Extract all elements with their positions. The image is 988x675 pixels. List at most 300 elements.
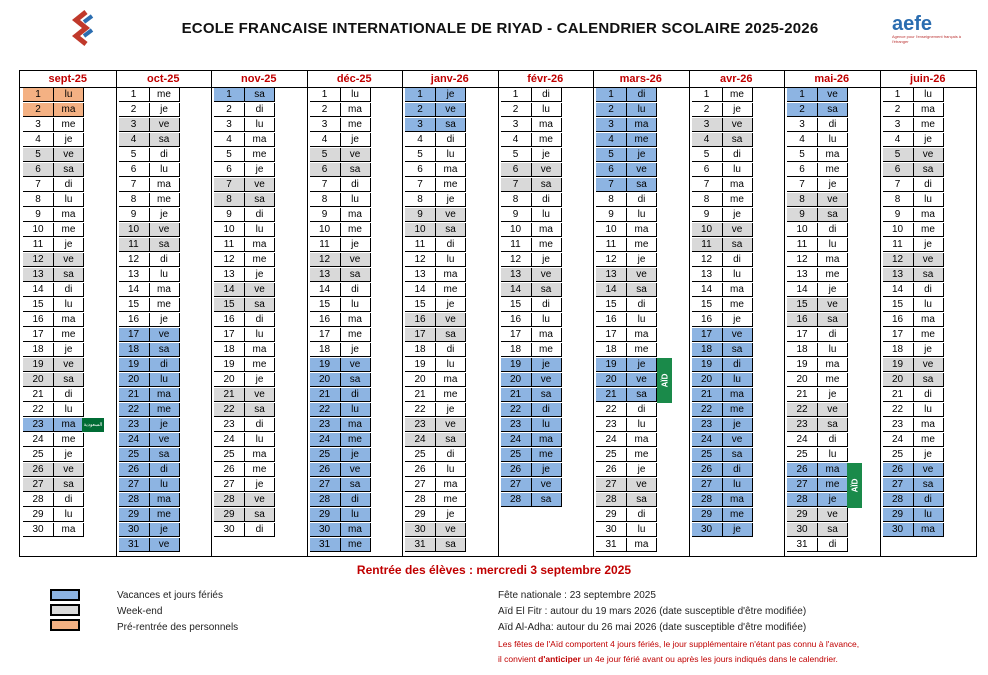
day-name: ma	[627, 433, 657, 447]
day-number: 18	[405, 343, 436, 357]
day-number: 19	[596, 358, 627, 372]
day-name: me	[914, 118, 944, 132]
day-name: lu	[914, 403, 944, 417]
day-number: 25	[787, 448, 818, 462]
day-name: ma	[914, 208, 944, 222]
day-name: ma	[150, 178, 180, 192]
day-number: 10	[214, 223, 245, 237]
day-number: 28	[501, 493, 532, 507]
day-number: 9	[596, 208, 627, 222]
day-name: di	[54, 283, 84, 297]
day-name: lu	[627, 208, 657, 222]
day-number: 20	[310, 373, 341, 387]
legend-weekend: Week-end	[117, 606, 163, 617]
day-number: 16	[883, 313, 914, 327]
day-number: 20	[883, 373, 914, 387]
warning-line-1: Les fêtes de l'Aïd comportent 4 jours fériés, le jour supplémentaire n'étant pas connu à l'avance,	[498, 639, 860, 649]
day-name: me	[627, 238, 657, 252]
day-number: 23	[596, 418, 627, 432]
day-name: ve	[723, 328, 753, 342]
day-number: 17	[214, 328, 245, 342]
day-name: di	[150, 148, 180, 162]
day-number: 3	[596, 118, 627, 132]
day-name: ma	[627, 538, 657, 552]
day-name: ve	[914, 358, 944, 372]
day-name: ma	[54, 208, 84, 222]
day-number: 15	[787, 298, 818, 312]
day-number: 2	[405, 103, 436, 117]
day-name: je	[150, 418, 180, 432]
day-name: ve	[436, 103, 466, 117]
day-number: 2	[214, 103, 245, 117]
day-name: je	[818, 283, 848, 297]
day-number: 30	[23, 523, 54, 537]
day-number: 22	[214, 403, 245, 417]
day-number: 19	[310, 358, 341, 372]
day-name: di	[532, 298, 562, 312]
month-header: mai-26	[784, 71, 880, 88]
day-name: di	[245, 313, 275, 327]
day-name: di	[532, 88, 562, 102]
day-name: me	[723, 403, 753, 417]
day-name: di	[54, 178, 84, 192]
day-number: 22	[883, 403, 914, 417]
day-number: 14	[405, 283, 436, 297]
day-number: 6	[883, 163, 914, 177]
day-name: sa	[532, 493, 562, 507]
day-name: ma	[341, 313, 371, 327]
day-name: me	[245, 358, 275, 372]
day-number: 6	[787, 163, 818, 177]
day-name: je	[150, 208, 180, 222]
day-number: 26	[883, 463, 914, 477]
day-name: ve	[818, 88, 848, 102]
day-number: 19	[23, 358, 54, 372]
day-name: je	[914, 238, 944, 252]
day-number: 9	[501, 208, 532, 222]
month-header: déc-25	[307, 71, 403, 88]
day-name: di	[914, 388, 944, 402]
day-number: 9	[405, 208, 436, 222]
day-name: sa	[245, 403, 275, 417]
day-number: 12	[214, 253, 245, 267]
day-number: 4	[883, 133, 914, 147]
day-number: 16	[119, 313, 150, 327]
day-number: 12	[596, 253, 627, 267]
day-number: 7	[23, 178, 54, 192]
day-number: 28	[23, 493, 54, 507]
day-name: ve	[245, 493, 275, 507]
day-name: lu	[341, 508, 371, 522]
day-name: ve	[54, 253, 84, 267]
day-name: ve	[627, 268, 657, 282]
day-number: 17	[23, 328, 54, 342]
day-number: 9	[23, 208, 54, 222]
day-name: di	[818, 118, 848, 132]
day-number: 18	[119, 343, 150, 357]
day-name: sa	[627, 178, 657, 192]
day-number: 18	[596, 343, 627, 357]
day-number: 1	[214, 88, 245, 102]
day-number: 8	[596, 193, 627, 207]
day-number: 16	[501, 313, 532, 327]
day-number: 23	[883, 418, 914, 432]
day-name: ma	[245, 448, 275, 462]
day-number: 10	[119, 223, 150, 237]
day-name: me	[341, 223, 371, 237]
legend-vacances: Vacances et jours fériés	[117, 590, 223, 601]
month-10	[880, 71, 978, 556]
day-number: 20	[405, 373, 436, 387]
day-number: 6	[119, 163, 150, 177]
month-header: juin-26	[880, 71, 977, 88]
day-name: me	[627, 343, 657, 357]
day-number: 23	[310, 418, 341, 432]
day-name: sa	[150, 238, 180, 252]
day-name: je	[627, 358, 657, 372]
day-number: 8	[692, 193, 723, 207]
day-number: 2	[787, 103, 818, 117]
day-name: me	[627, 133, 657, 147]
day-number: 12	[119, 253, 150, 267]
day-name: ma	[54, 313, 84, 327]
day-number: 17	[787, 328, 818, 342]
day-name: ma	[723, 283, 753, 297]
day-name: di	[245, 208, 275, 222]
day-name: me	[436, 388, 466, 402]
day-name: ma	[914, 103, 944, 117]
day-name: lu	[436, 463, 466, 477]
day-number: 17	[405, 328, 436, 342]
day-name: ma	[914, 313, 944, 327]
day-number: 15	[405, 298, 436, 312]
day-name: me	[54, 328, 84, 342]
day-name: sa	[54, 163, 84, 177]
day-name: je	[436, 298, 466, 312]
day-number: 5	[787, 148, 818, 162]
day-name: sa	[150, 448, 180, 462]
note-aid-al-adha: Aïd Al-Adha: autour du 26 mai 2026 (date susceptible d'être modifiée)	[498, 622, 807, 633]
day-number: 13	[883, 268, 914, 282]
day-name: ma	[436, 268, 466, 282]
day-name: di	[436, 343, 466, 357]
day-number: 29	[119, 508, 150, 522]
day-number: 25	[501, 448, 532, 462]
day-number: 12	[405, 253, 436, 267]
day-name: di	[436, 448, 466, 462]
day-number: 25	[214, 448, 245, 462]
day-number: 24	[310, 433, 341, 447]
day-number: 8	[883, 193, 914, 207]
day-name: me	[54, 433, 84, 447]
day-name: je	[341, 133, 371, 147]
day-name: ve	[341, 253, 371, 267]
day-name: me	[54, 223, 84, 237]
day-number: 2	[596, 103, 627, 117]
legend-pre-rentree: Pré-rentrée des personnels	[117, 622, 239, 633]
day-name: ma	[341, 418, 371, 432]
day-number: 21	[596, 388, 627, 402]
month-header: avr-26	[689, 71, 785, 88]
day-name: di	[150, 358, 180, 372]
day-name: ve	[150, 223, 180, 237]
month-header: févr-26	[498, 71, 594, 88]
day-name: je	[436, 403, 466, 417]
day-name: me	[723, 88, 753, 102]
day-name: sa	[245, 298, 275, 312]
day-name: sa	[150, 133, 180, 147]
day-name: lu	[532, 418, 562, 432]
day-name: lu	[341, 403, 371, 417]
day-number: 27	[692, 478, 723, 492]
day-number: 27	[23, 478, 54, 492]
day-number: 2	[119, 103, 150, 117]
day-number: 14	[883, 283, 914, 297]
day-number: 21	[501, 388, 532, 402]
day-number: 29	[787, 508, 818, 522]
day-name: je	[627, 253, 657, 267]
day-name: je	[245, 268, 275, 282]
day-number: 15	[692, 298, 723, 312]
day-name: je	[341, 238, 371, 252]
day-name: lu	[54, 298, 84, 312]
day-name: ma	[627, 223, 657, 237]
day-name: lu	[914, 88, 944, 102]
day-name: je	[627, 148, 657, 162]
day-number: 12	[23, 253, 54, 267]
day-number: 16	[310, 313, 341, 327]
day-number: 21	[23, 388, 54, 402]
month-7	[593, 71, 690, 556]
day-name: di	[341, 388, 371, 402]
day-number: 28	[119, 493, 150, 507]
day-name: ve	[150, 118, 180, 132]
day-number: 15	[883, 298, 914, 312]
legend-swatch-vacances	[50, 589, 80, 601]
day-number: 29	[596, 508, 627, 522]
day-name: lu	[532, 313, 562, 327]
day-name: lu	[341, 298, 371, 312]
day-name: lu	[818, 133, 848, 147]
day-name: me	[150, 508, 180, 522]
day-name: sa	[436, 328, 466, 342]
day-number: 3	[692, 118, 723, 132]
day-number: 18	[214, 343, 245, 357]
day-name: ma	[150, 493, 180, 507]
day-name: ve	[341, 148, 371, 162]
day-number: 11	[596, 238, 627, 252]
day-number: 13	[23, 268, 54, 282]
day-number: 30	[692, 523, 723, 537]
day-name: me	[245, 253, 275, 267]
day-number: 19	[787, 358, 818, 372]
day-number: 21	[883, 388, 914, 402]
day-name: lu	[723, 268, 753, 282]
day-name: sa	[436, 223, 466, 237]
day-number: 19	[214, 358, 245, 372]
day-name: sa	[54, 268, 84, 282]
day-name: je	[532, 358, 562, 372]
day-number: 28	[310, 493, 341, 507]
day-name: me	[150, 403, 180, 417]
day-name: me	[818, 373, 848, 387]
day-number: 24	[119, 433, 150, 447]
day-number: 26	[787, 463, 818, 477]
day-name: ma	[818, 358, 848, 372]
day-name: lu	[245, 328, 275, 342]
day-name: ve	[436, 523, 466, 537]
day-number: 12	[692, 253, 723, 267]
day-name: ve	[436, 418, 466, 432]
day-number: 3	[119, 118, 150, 132]
day-number: 21	[214, 388, 245, 402]
day-number: 16	[214, 313, 245, 327]
day-name: sa	[818, 103, 848, 117]
day-number: 22	[501, 403, 532, 417]
month-5	[402, 71, 499, 556]
day-number: 18	[883, 343, 914, 357]
day-number: 12	[310, 253, 341, 267]
day-name: ma	[532, 433, 562, 447]
day-name: me	[341, 433, 371, 447]
day-number: 23	[214, 418, 245, 432]
day-number: 4	[501, 133, 532, 147]
day-name: ve	[54, 148, 84, 162]
day-name: di	[818, 433, 848, 447]
day-name: sa	[341, 268, 371, 282]
day-number: 4	[596, 133, 627, 147]
day-name: je	[532, 253, 562, 267]
day-name: je	[723, 313, 753, 327]
day-name: je	[818, 388, 848, 402]
day-number: 15	[214, 298, 245, 312]
day-name: sa	[627, 283, 657, 297]
day-name: ve	[245, 178, 275, 192]
day-number: 29	[883, 508, 914, 522]
day-name: ma	[341, 523, 371, 537]
day-name: sa	[341, 373, 371, 387]
day-name: ve	[914, 148, 944, 162]
day-number: 2	[692, 103, 723, 117]
day-number: 9	[787, 208, 818, 222]
day-number: 26	[23, 463, 54, 477]
day-name: di	[532, 193, 562, 207]
day-number: 4	[692, 133, 723, 147]
month-6	[498, 71, 595, 556]
day-name: di	[723, 463, 753, 477]
day-name: di	[532, 403, 562, 417]
efir-logo	[70, 10, 98, 48]
day-number: 30	[883, 523, 914, 537]
day-number: 4	[119, 133, 150, 147]
day-number: 7	[119, 178, 150, 192]
day-name: ve	[627, 163, 657, 177]
day-name: me	[54, 118, 84, 132]
day-number: 29	[23, 508, 54, 522]
day-number: 22	[787, 403, 818, 417]
rentree-notice: Rentrée des élèves : mercredi 3 septembre 2025	[356, 563, 632, 577]
day-number: 30	[119, 523, 150, 537]
day-number: 25	[596, 448, 627, 462]
day-name: di	[627, 403, 657, 417]
aefe-brand: aefe	[892, 13, 933, 35]
day-number: 23	[405, 418, 436, 432]
day-number: 2	[310, 103, 341, 117]
day-number: 9	[883, 208, 914, 222]
day-name: ve	[627, 478, 657, 492]
day-name: ma	[818, 253, 848, 267]
school-calendar	[19, 70, 977, 557]
day-name: lu	[245, 118, 275, 132]
day-number: 13	[692, 268, 723, 282]
day-name: lu	[54, 88, 84, 102]
day-number: 6	[23, 163, 54, 177]
day-name: me	[245, 463, 275, 477]
day-name: sa	[818, 313, 848, 327]
day-name: me	[532, 133, 562, 147]
day-number: 4	[310, 133, 341, 147]
day-name: me	[818, 163, 848, 177]
day-name: di	[150, 253, 180, 267]
day-name: ve	[532, 373, 562, 387]
day-number: 27	[119, 478, 150, 492]
day-name: je	[245, 163, 275, 177]
day-number: 2	[883, 103, 914, 117]
day-number: 10	[405, 223, 436, 237]
day-number: 7	[501, 178, 532, 192]
day-name: di	[627, 88, 657, 102]
day-name: sa	[723, 238, 753, 252]
day-number: 9	[119, 208, 150, 222]
day-name: je	[723, 208, 753, 222]
day-name: sa	[627, 388, 657, 402]
day-name: lu	[627, 523, 657, 537]
day-number: 19	[692, 358, 723, 372]
day-number: 11	[310, 238, 341, 252]
day-number: 5	[501, 148, 532, 162]
day-name: ma	[627, 118, 657, 132]
note-fete-nationale: Fête nationale : 23 septembre 2025	[498, 590, 656, 601]
day-number: 17	[119, 328, 150, 342]
day-name: di	[627, 298, 657, 312]
day-number: 1	[501, 88, 532, 102]
day-number: 30	[405, 523, 436, 537]
day-name: ve	[818, 193, 848, 207]
day-number: 31	[787, 538, 818, 552]
day-number: 7	[310, 178, 341, 192]
day-name: lu	[245, 433, 275, 447]
day-number: 26	[214, 463, 245, 477]
day-name: je	[818, 493, 848, 507]
day-name: je	[914, 133, 944, 147]
day-name: me	[914, 433, 944, 447]
day-number: 7	[787, 178, 818, 192]
day-number: 18	[310, 343, 341, 357]
day-name: di	[245, 418, 275, 432]
month-2	[116, 71, 213, 556]
day-number: 11	[214, 238, 245, 252]
day-number: 1	[119, 88, 150, 102]
day-number: 28	[883, 493, 914, 507]
day-number: 13	[405, 268, 436, 282]
day-number: 26	[501, 463, 532, 477]
day-name: ve	[150, 328, 180, 342]
day-number: 17	[501, 328, 532, 342]
day-number: 8	[23, 193, 54, 207]
day-number: 15	[596, 298, 627, 312]
day-number: 22	[119, 403, 150, 417]
day-number: 14	[310, 283, 341, 297]
